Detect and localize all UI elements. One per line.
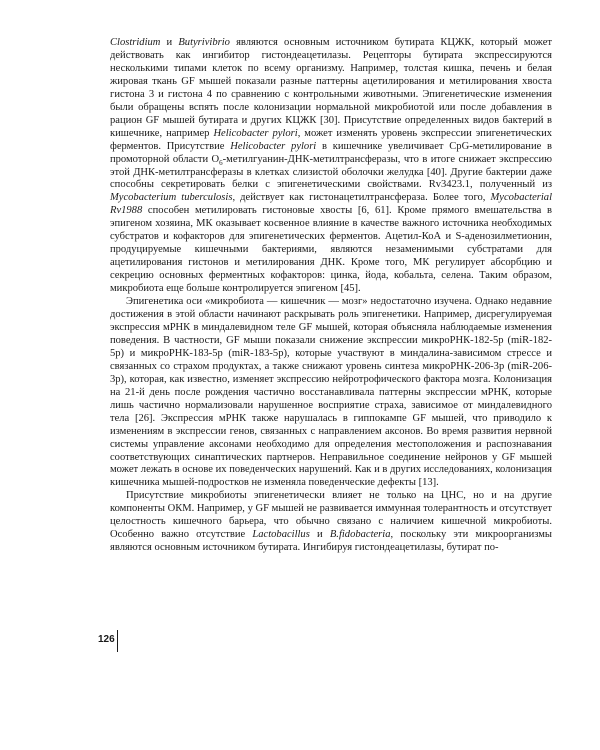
text-span: являются основным источником бутирата КЦЖК, который может действовать как ингибитор гистондеацетилазы. Рецепторы бутирата экспрессируются несколькими типами клеток по всему организму. Например, толстая кишка, печень и белая жировая ткань GF мышей показали разные паттерны ацетилирования и метилирования хвоста гистона 3 и гистона 4 по сравнению с контрольными животными. Эпигенетические изменения были обращены вспять после колонизации нормальной микробиотой или после добавления в рацион GF мышей бутирата и других КЦЖК [30]. Присутствие определенных видов бактерий в кишечнике, например	[110, 37, 552, 139]
text-span: , поскольку эти микроорганизмы являются основным источником бутирата. Ингибируя гистондеацетилазы, бутират по-	[110, 529, 553, 554]
paragraph-1	[110, 37, 552, 296]
species-mycobacterium: Mycobacterium tuberculosis	[110, 192, 233, 204]
text-span: Присутствие микробиоты эпигенетически влияет не только на ЦНС, но и на другие компоненты ОКМ. Например, у GF мышей не развивается иммунная толерантность и отсутствует целостность кишечного барьера, что обычно связано с наличием кишечной микробиоты. Особенно важно отсутствие	[110, 490, 552, 541]
text-span: в кишечнике увеличивает CpG-метилирование в промоторной области O	[110, 140, 553, 165]
genus-butyrivibrio: Butyrivibrio	[178, 37, 230, 48]
text-span: , может изменять уровень экспрессии эпигенетических ферментов. Присутствие	[110, 127, 552, 152]
text-span: и	[309, 529, 330, 541]
genus-clostridium: Clostridium	[110, 37, 161, 48]
species-helicobacter: Helicobacter pylori	[230, 140, 317, 152]
paragraph-3	[110, 490, 552, 555]
protein-rv1988: Mycobacterial Rv1988	[110, 192, 552, 217]
text-span: , действует как гистонацетилтрансфераза. Более того,	[232, 192, 491, 204]
subscript-6: 6	[219, 158, 223, 167]
body-text	[110, 37, 552, 555]
page-number-rule	[117, 630, 118, 652]
species-helicobacter: Helicobacter pylori	[213, 127, 298, 139]
text-span: способен метилировать гистоновые хвосты [6, 61]. Кроме прямого вмешательства в эпигеном хозяина, МК оказывает косвенное влияние в качестве важного источника необходимых субстратов и кофакторов для эпигенетических ферментов. Ацетил-КоА и S-аденозилметионин, продуцируемые кишечными бактериями, являются незаменимыми субстратами для ацетилирования гистонов и метилирования ДНК. Кроме того, МК регулирует абсорбцию и секрецию основных ферментных кофакторов: цинка, йода, кобальта, селена. Таким образом, микробиота еще больше контролируется эпигеном [45].	[110, 205, 552, 295]
text-span: -метилгуанин-ДНК-метилтрансферазы, что в итоге снижает экспрессию этой ДНК-метилтрансферазы в клетках слизистой оболочки желудка [40]. Другие бактерии даже способны секретировать белки с эпигенетическими свойствами. Rv3423.1, полученный из	[110, 153, 552, 191]
text-span: и	[160, 37, 179, 48]
genus-bifidobacteria: B.fidobacteria	[329, 529, 391, 541]
paragraph-2: Эпигенетика оси «микробиота — кишечник — мозг» недостаточно изучена. Однако недавние достижения в этой области начинают раскрывать роль эпигенетики. Например, дисрегулируемая экспрессия мРНК в миндалевидном теле GF мышей, которая объясняла наблюдаемые изменения поведения. В частности, GF мыши показали снижение экспрессии микроРНК-182-5p (miR-182-5p) и микроРНК-183-5p (miR-183-5p), которые участвуют в миндалина-зависимом стрессе и связанных со страхом продуктах, а также снижают уровень синтеза микроРНК-206-3p (miR-206-3p), которая, как известно, изменяет экспрессию нейротрофического фактора мозга. Колонизация на 21-й день после рождения частично восстанавливала паттерны экспрессии мРНК, которые лишь частично нормализовали нарушенное восприятие страха, зависимое от миндалевидного тела [26]. Экспрессия мРНК также нарушалась в гиппокампе GF мышей, что приводило к изменениям в экспрессии генов, связанных с направлением аксонов. Во время развития нервной системы управление аксонами необходимо для определения местоположения и распознавания соответствующих синаптических партнеров. Неправильное соединение нейронов у GF мышей может лежать в основе их поведенческих нарушений. Как и в других исследованиях, колонизация кишечника мышей-подростков не изменяла поведенческие дефекты [13].	[110, 296, 552, 489]
page-number: 126	[98, 634, 115, 645]
genus-lactobacillus: Lactobacillus	[252, 529, 310, 541]
